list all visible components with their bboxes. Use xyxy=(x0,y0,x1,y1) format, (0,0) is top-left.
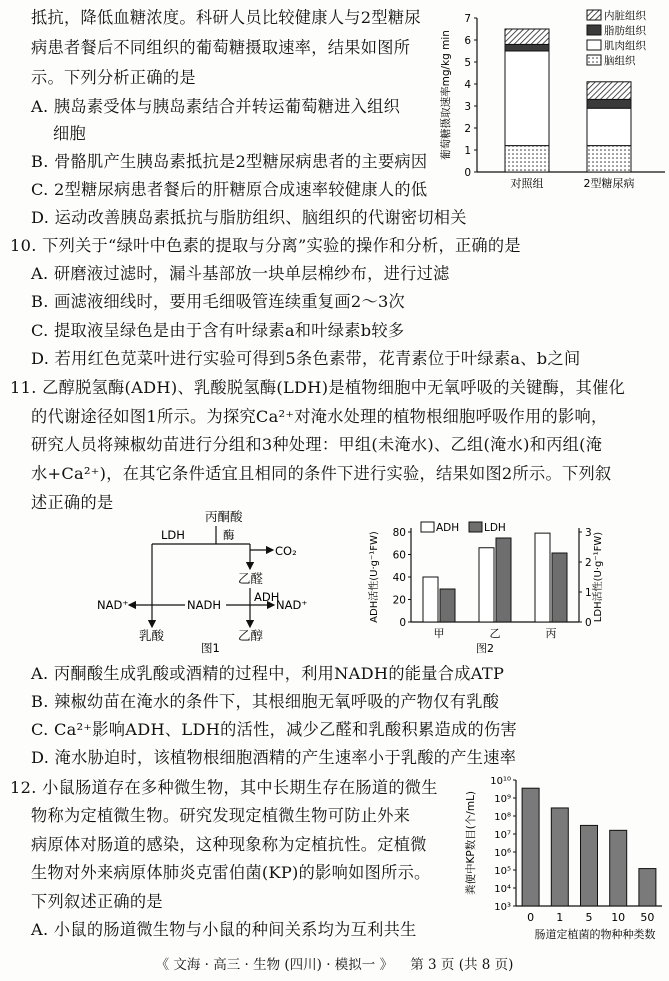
x-tick-label: 50 xyxy=(640,911,655,924)
pyruvate-label: 丙酮酸 xyxy=(205,509,243,524)
q10-option-a: A. 研磨液过滤时，漏斗基部放一块单层棉纱布，进行过滤 xyxy=(31,264,450,283)
y-tick-label: 10¹⁰ xyxy=(490,776,511,787)
y-tick-label: 10⁶ xyxy=(494,848,511,859)
x-tick-label: 1 xyxy=(556,911,564,924)
figure2-caption: 图2 xyxy=(476,642,494,655)
legend-swatch xyxy=(587,40,601,50)
legend-label: 内脏组织 xyxy=(604,10,646,22)
y-axis-label-left: ADH活性(U·g⁻¹FW) xyxy=(369,531,380,623)
y-tick-label: 10³ xyxy=(494,902,511,913)
x-tick-label: 乙 xyxy=(489,627,501,640)
q9-option-c: C. 2型糖尿病患者餐后的肝糖原合成速率较健康人的低 xyxy=(31,180,428,199)
bar-segment xyxy=(505,146,549,172)
y-tick-label: 1 xyxy=(464,145,471,157)
x-tick-label: 对照组 xyxy=(510,177,544,190)
q11-option-b: B. 辣椒幼苗在淹水的条件下，其根细胞无氧呼吸的产物仅有乳酸 xyxy=(31,692,500,711)
legend-label: 肌肉组织 xyxy=(604,40,646,52)
y-tick-label: 10⁸ xyxy=(494,812,511,823)
q11-line-2: 的代谢途径如图1所示。为探究Ca²⁺对淹水处理的植物根细胞呼吸作用的影响， xyxy=(31,407,608,426)
y-axis-label: 粪便中KP数目(个/mL) xyxy=(465,790,477,896)
nadh-label: NADH xyxy=(187,598,221,612)
q9-option-d: D. 运动改善胰岛素抵抗与脂肪组织、脑组织的代谢密切相关 xyxy=(31,208,467,227)
y-tick-label-left: 80 xyxy=(392,527,406,539)
glucose-uptake-chart xyxy=(435,4,669,196)
q9-option-a-cont: 细胞 xyxy=(53,124,86,143)
q11-option-d: D. 淹水胁迫时，该植物根细胞酒精的产生速率小于乳酸的产生速率 xyxy=(31,748,517,767)
y-tick-label: 10⁷ xyxy=(494,830,511,841)
legend-label-adh: ADH xyxy=(436,522,460,534)
legend-swatch xyxy=(587,55,601,65)
enzyme-activity-chart xyxy=(365,510,605,658)
y-tick-label: 5 xyxy=(464,57,471,69)
legend-swatch xyxy=(587,10,601,20)
x-tick-label: 10 xyxy=(611,911,626,924)
y-tick-label: 0 xyxy=(464,167,471,179)
figure1-caption: 图1 xyxy=(201,641,220,655)
y-tick-label-right: 1 xyxy=(585,587,592,599)
adh-label: ADH xyxy=(254,590,280,604)
y-axis-label-right: LDH活性(U·g⁻¹FW) xyxy=(593,531,604,623)
x-tick-label: 2型糖尿病 xyxy=(583,177,635,190)
x-axis-label: 肠道定植菌的物种种类数 xyxy=(534,928,656,941)
ethanol-label: 乙醇 xyxy=(238,628,264,643)
q10-stem: 10. 下列关于“绿叶中色素的提取与分离”实验的操作和分析，正确的是 xyxy=(10,236,521,255)
bar-adh xyxy=(479,548,494,622)
bar-segment xyxy=(505,29,549,44)
legend-swatch xyxy=(587,25,601,35)
bar-segment xyxy=(505,44,549,51)
q12-line-2: 物称为定植微生物。研究发现定植微生物可防止外来 xyxy=(31,806,411,825)
q12-line-1: 12. 小鼠肠道存在多种微生物，其中长期生存在肠道的微生 xyxy=(10,778,438,797)
q10-option-b: B. 画滤液细线时，要用毛细吸管连续重复画2～3次 xyxy=(31,292,406,311)
lactate-label: 乳酸 xyxy=(139,628,165,643)
q11-option-c: C. Ca²⁺影响ADH、LDH的活性，减少乙醛和乳酸积累造成的伤害 xyxy=(31,720,517,739)
q9-line-2: 病患者餐后不同组织的葡萄糖摄取速率，结果如图所 xyxy=(31,38,411,57)
legend-label: 脂肪组织 xyxy=(604,25,646,37)
q10-option-d: D. 若用红色苋菜叶进行实验可得到5条色素带，花青素位于叶绿素a、b之间 xyxy=(31,349,581,368)
y-tick-label: 10⁴ xyxy=(494,884,511,895)
q12-line-3: 病原体对肠道的感染，这种现象称为定植抗性。定植微 xyxy=(31,835,427,854)
y-tick-label: 10⁹ xyxy=(494,794,511,805)
y-tick-label: 2 xyxy=(464,123,471,135)
bar-ldh xyxy=(552,553,567,622)
q9-option-a: A. 胰岛素受体与胰岛素结合并转运葡萄糖进入组织 xyxy=(31,97,401,116)
kp-count-chart xyxy=(462,770,669,942)
y-tick-label: 6 xyxy=(464,35,471,47)
y-tick-label: 3 xyxy=(464,101,471,113)
x-tick-label: 5 xyxy=(585,911,593,924)
bar-adh xyxy=(535,533,550,622)
legend-swatch-adh xyxy=(421,522,434,532)
y-tick-label: 10⁵ xyxy=(494,866,511,877)
page-footer: 《 文海 · 高三 · 生物 (四川) · 模拟一 》 第 3 页 (共 8 页) xyxy=(155,957,514,973)
q12-line-4: 生物对外来病原体肺炎克雷伯菌(KP)的影响如图所示。 xyxy=(31,863,431,882)
y-tick-label-left: 40 xyxy=(392,572,406,584)
enzyme-label: 酶 xyxy=(223,528,235,542)
bar-adh xyxy=(423,577,438,622)
legend-swatch-ldh xyxy=(469,522,482,532)
bar-ldh xyxy=(440,589,455,622)
bar xyxy=(639,869,656,906)
q11-line-4: 水+Ca²⁺)，在其它条件适宜且相同的条件下进行实验，结果如图2所示。下列叙 xyxy=(31,464,612,483)
bar xyxy=(610,830,627,906)
bar-ldh xyxy=(496,538,511,622)
y-tick-label-left: 60 xyxy=(392,549,406,562)
x-tick-label: 丙 xyxy=(545,627,557,640)
nad-left-label: NAD⁺ xyxy=(97,598,129,612)
y-tick-label-left: 0 xyxy=(399,617,406,629)
bar xyxy=(581,825,598,906)
q11-line-5: 述正确的是 xyxy=(31,493,114,512)
bar-segment xyxy=(587,108,631,145)
co2-label: CO₂ xyxy=(275,544,297,558)
q12-option-a: A. 小鼠的肠道微生物与小鼠的种间关系均为互利共生 xyxy=(31,920,417,939)
x-tick-label: 甲 xyxy=(433,627,445,640)
x-tick-label: 0 xyxy=(527,911,535,924)
legend-label-ldh: LDH xyxy=(484,522,506,534)
q12-line-5: 下列叙述正确的是 xyxy=(31,892,163,911)
bar-segment xyxy=(505,51,549,146)
y-axis-label: 葡萄糖摄取速率mg/kg min xyxy=(440,30,452,160)
bar xyxy=(522,788,539,906)
q11-line-1: 11. 乙醇脱氢酶(ADH)、乳酸脱氢酶(LDH)是植物细胞中无氧呼吸的关键酶，其催化 xyxy=(10,378,626,397)
q11-option-a: A. 丙酮酸生成乳酸或酒精的过程中，利用NADH的能量合成ATP xyxy=(31,664,505,683)
nad-right-label: NAD⁺ xyxy=(276,598,308,612)
q11-line-3: 研究人员将辣椒幼苗进行分组和3种处理：甲组(未淹水)、乙组(淹水)和丙组(淹 xyxy=(31,435,603,454)
bar xyxy=(551,808,568,906)
y-tick-label-left: 20 xyxy=(392,594,406,607)
figure1-pathway-diagram xyxy=(95,506,335,654)
y-tick-label-right: 3 xyxy=(585,527,592,539)
y-tick-label: 4 xyxy=(464,79,471,91)
y-tick-label-right: 0 xyxy=(585,617,592,629)
bar-segment xyxy=(587,82,631,100)
q9-option-b: B. 骨骼肌产生胰岛素抵抗是2型糖尿病患者的主要病因 xyxy=(31,152,428,171)
y-tick-label: 7 xyxy=(464,13,471,25)
legend-label: 脑组织 xyxy=(604,55,636,67)
bar-segment xyxy=(587,99,631,108)
q10-option-c: C. 提取液呈绿色是由于含有叶绿素a和叶绿素b较多 xyxy=(31,321,405,340)
y-tick-label-right: 2 xyxy=(585,557,592,569)
q9-line-1: 抵抗，降低血糖浓度。科研人员比较健康人与2型糖尿 xyxy=(31,8,421,27)
q9-line-3: 示。下列分析正确的是 xyxy=(31,68,196,87)
acetaldehyde-label: 乙醛 xyxy=(238,571,264,586)
ldh-label: LDH xyxy=(161,528,185,542)
bar-segment xyxy=(587,146,631,172)
